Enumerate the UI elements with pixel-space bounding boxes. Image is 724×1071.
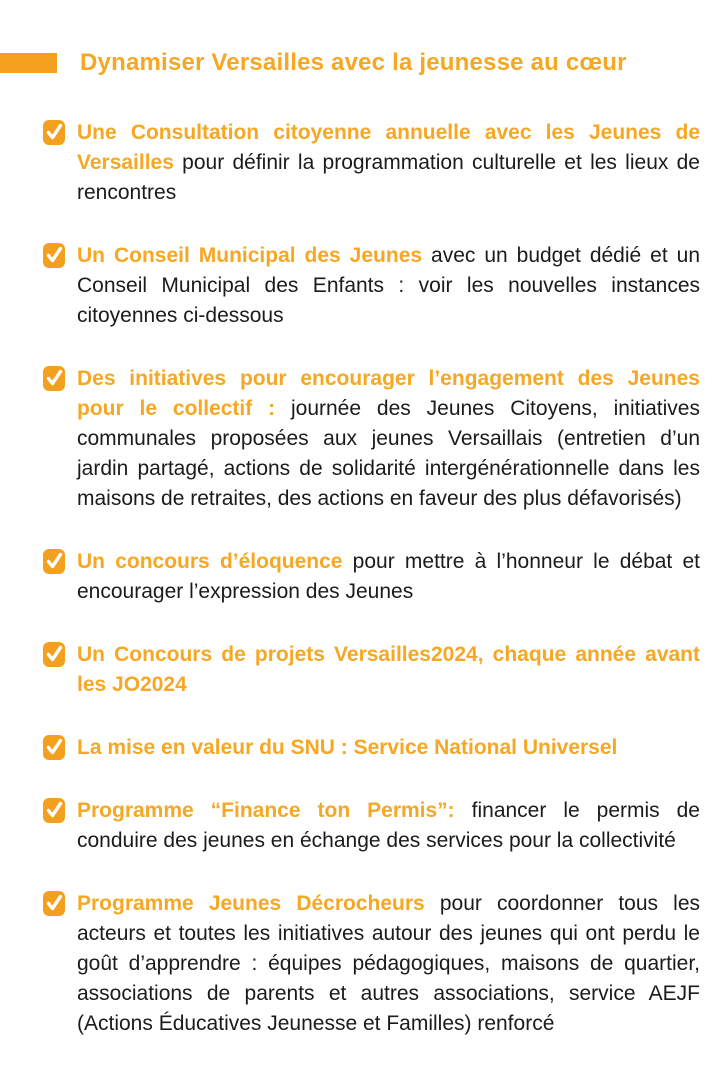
list-item: [43, 547, 700, 607]
item-text: [77, 241, 700, 331]
checkmark-icon: [43, 365, 65, 391]
item-text: [77, 547, 700, 607]
item-rest: pour définir la programmation culturelle et les lieux de rencontres: [77, 151, 700, 204]
checkmark-icon: [43, 734, 65, 760]
document-page: [0, 48, 724, 1071]
section-header: [0, 48, 724, 78]
item-highlight: Un concours d’éloquence: [77, 550, 343, 573]
list-item: [43, 241, 700, 331]
list-item: [43, 364, 700, 514]
item-highlight: Des initiatives pour encourager l’engagement des Jeunes pour le collectif :: [77, 367, 700, 420]
checkmark-icon: [43, 890, 65, 916]
item-text: [77, 889, 700, 1039]
item-highlight: Une Consultation citoyenne annuelle avec les Jeunes de Versailles: [77, 121, 700, 174]
item-rest: avec un budget dédié et un Conseil Municipal des Enfants : voir les nouvelles instances citoyennes ci-dessous: [77, 244, 700, 327]
item-text: [77, 640, 700, 700]
item-highlight: La mise en valeur du SNU : Service National Universel: [77, 736, 618, 759]
checkmark-icon: [43, 119, 65, 145]
item-highlight: Un Conseil Municipal des Jeunes: [77, 244, 423, 267]
item-text: [77, 796, 700, 856]
item-rest: pour coordonner tous les acteurs et toutes les initiatives autour des jeunes qui ont perdu le goût d’apprendre : équipes pédagogiques, maisons de quartier, associations de parents et autres associations, service AEJF (Actions Éducatives Jeunesse et Familles) renforcé: [77, 892, 701, 1035]
list-item: [43, 733, 700, 763]
list-item: [43, 796, 700, 856]
item-text: [77, 733, 700, 763]
item-highlight: Un Concours de projets Versailles2024, chaque année avant les JO2024: [77, 643, 700, 696]
list-item: [43, 889, 700, 1039]
item-text: [77, 118, 700, 208]
item-highlight: Programme “Finance ton Permis”:: [77, 799, 455, 822]
item-text: [77, 364, 700, 514]
checklist: [0, 118, 724, 1039]
checkmark-icon: [43, 548, 65, 574]
list-item: [43, 118, 700, 208]
checkmark-icon: [43, 242, 65, 268]
page-title: Dynamiser Versailles avec la jeunesse au cœur: [80, 49, 627, 76]
checkmark-icon: [43, 641, 65, 667]
item-rest: pour mettre à l’honneur le débat et encourager l’expression des Jeunes: [77, 550, 700, 603]
list-item: [43, 640, 700, 700]
title-accent-bar: [0, 53, 57, 73]
item-rest: journée des Jeunes Citoyens, initiatives communales proposées aux jeunes Versaillais (entretien d’un jardin partagé, actions de solidarité intergénérationnelle dans les maisons de retraites, des actions en faveur des plus défavorisés): [77, 397, 700, 510]
item-highlight: Programme Jeunes Décrocheurs: [77, 892, 425, 915]
checkmark-icon: [43, 797, 65, 823]
item-rest: financer le permis de conduire des jeunes en échange des services pour la collectivité: [77, 799, 700, 852]
